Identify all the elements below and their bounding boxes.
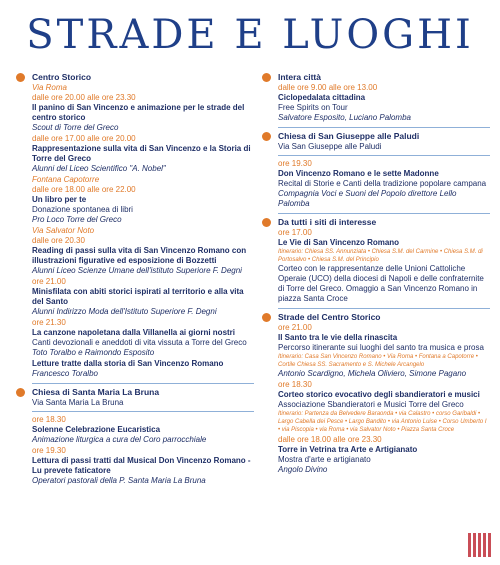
event-time: dalle ore 20.00 alle ore 23.30 [32, 93, 136, 102]
event-place: Via Salvator Noto [32, 226, 95, 235]
event-itinerary: Itinerario: Chiesa SS. Annunziata • Chiesa S.M. del Carmine • Chiesa S.M. di Portosalvo • Chiesa S.M. del Principio [278, 249, 483, 263]
section-title: Centro Storico [32, 72, 92, 82]
section-title: Strade del Centro Storico [278, 312, 381, 322]
event-time: ore 21.30 [32, 318, 66, 327]
event [32, 318, 254, 358]
event-time: ore 19.30 [278, 159, 312, 168]
event-organizer: Salvatore Esposito, Luciano Palomba [278, 113, 411, 122]
event-organizer: Francesco Toralbo [32, 369, 98, 378]
divider [278, 213, 490, 214]
event [32, 175, 254, 225]
event-organizer: Alunni del Liceo Scientifico "A. Nobel" [32, 164, 166, 173]
qr-code-icon [468, 533, 492, 557]
event-name: Lettura di passi tratti dal Musical Don Vincenzo Romano - Lu prevete faticatore [32, 456, 251, 475]
bullet-dot-icon [262, 218, 271, 227]
event-organizer: Alunni Liceo Scienze Umane dell'istituto Superiore F. Degni [32, 266, 242, 275]
event-organizer: Alunni Indirizzo Moda dell'Istituto Superiore F. Degni [32, 307, 217, 316]
event-description: Free Spirits on Tour [278, 103, 348, 112]
section-intera-citta [278, 72, 490, 123]
event-time: ore 17.00 [278, 228, 312, 237]
event [278, 380, 490, 434]
left-column [32, 72, 254, 490]
section-strade-centro-storico [278, 312, 490, 475]
event [278, 435, 490, 475]
event-organizer: Antonio Scardigno, Michela Oliviero, Simone Pagano [278, 369, 467, 378]
event [32, 446, 254, 486]
bullet-dot-icon [262, 132, 271, 141]
event-description: Canti devozionali e aneddoti di vita vissuta a Torre del Greco [32, 338, 247, 347]
event-name: La canzone napoletana dalla Villanella ai giorni nostri [32, 328, 236, 337]
bullet-dot-icon [16, 388, 25, 397]
event-time: ore 21.00 [32, 277, 66, 286]
divider [278, 308, 490, 309]
event-time: dalle ore 20.30 [32, 236, 85, 245]
event-time: ore 18.30 [278, 380, 312, 389]
event-name: Il Santo tra le vie della rinascita [278, 333, 398, 342]
event-description: Associazione Sbandieratori e Musici Torre del Greco [278, 400, 464, 409]
event [278, 159, 490, 209]
section-title: Chiesa di San Giuseppe alle Paludi [278, 131, 420, 141]
event-name: Le Vie di San Vincenzo Romano [278, 238, 400, 247]
event-place: Via Roma [32, 83, 67, 92]
divider [32, 411, 254, 412]
event-description: Corteo con le rappresentanze delle Unioni Cattoliche Operaie (UCO) della diocesi di Napoli e delle confraternite di Torre del Greco. Omaggio a San Vincenzo Romano in piazza Santa Croce [278, 264, 484, 303]
event-name: Corteo storico evocativo degli sbandieratori e musici [278, 390, 480, 399]
event-time: dalle ore 17.00 alle ore 20.00 [32, 134, 136, 143]
divider [278, 155, 490, 156]
page-title: STRADE E LUOGHI [26, 12, 474, 58]
right-column [278, 72, 490, 479]
event-description: Donazione spontanea di libri [32, 205, 133, 214]
event [32, 134, 254, 174]
event-description: Mostra d'arte e artigianato [278, 455, 371, 464]
event-time: ore 18.30 [32, 415, 66, 424]
event [32, 359, 254, 379]
event-time: ore 21.00 [278, 323, 312, 332]
event [32, 226, 254, 276]
event-place: Fontana Capotorre [32, 175, 100, 184]
section-title: Da tutti i siti di interesse [278, 217, 377, 227]
event-organizer: Animazione liturgica a cura del Coro parrocchiale [32, 435, 207, 444]
divider [278, 127, 490, 128]
event-time: ore 19.30 [32, 446, 66, 455]
section-san-giuseppe [278, 131, 490, 209]
event-name: Letture tratte dalla storia di San Vincenzo Romano [32, 359, 224, 368]
event-description: Recital di Storie e Canti della tradizione popolare campana [278, 179, 487, 188]
section-santa-maria-la-bruna [32, 387, 254, 486]
bullet-dot-icon [262, 313, 271, 322]
event-name: Reading di passi sulla vita di San Vincenzo Romano con illustrazioni figurative ed esposizione di Bozzetti [32, 246, 247, 265]
event-name: Torre in Vetrina tra Arte e Artigianato [278, 445, 418, 454]
event [32, 277, 254, 317]
event-organizer: Scout di Torre del Greco [32, 123, 119, 132]
event [278, 228, 490, 304]
event-name: Don Vincenzo Romano e le sette Madonne [278, 169, 439, 178]
section-siti-interesse [278, 217, 490, 304]
event-name: Minisfilata con abiti storici ispirati al territorio e alla vita del Santo [32, 287, 244, 306]
section-centro-storico [32, 72, 254, 379]
event [32, 83, 254, 133]
event-itinerary: Itinerario: Partenza da Belvedere Baraonda • via Calastro • corso Garibaldi • Largo Cabella dei Pesce • Largo Bandito • via Antonio Luise • Corso Umberto I • via Piscopia • via Roma • via Salvator Noto • Piazza Santa Croce [278, 411, 487, 433]
event-name: Il panino di San Vincenzo e animazione per le strade del centro storico [32, 103, 245, 122]
event-time: dalle ore 9.00 alle ore 13.00 [278, 83, 378, 92]
section-place: Via San Giuseppe alle Paludi [278, 142, 382, 151]
divider [32, 383, 254, 384]
event [32, 415, 254, 445]
event-name: Solenne Celebrazione Eucaristica [32, 425, 161, 434]
event-time: dalle ore 18.00 alle ore 23.30 [278, 435, 382, 444]
event-name: Ciclopedalata cittadina [278, 93, 366, 102]
event-organizer: Operatori pastorali della P. Santa Maria La Bruna [32, 476, 206, 485]
section-place: Via Santa Maria La Bruna [32, 398, 124, 407]
section-title: Chiesa di Santa Maria La Bruna [32, 387, 160, 397]
event-name: Un libro per te [32, 195, 87, 204]
section-title: Intera città [278, 72, 321, 82]
event-itinerary: Itinerario: Casa San Vincenzo Romano • Via Roma • Fontana a Capotorre • Cortile Chiesa SS. Sacramento e S. Michele Arcangelo [278, 354, 478, 368]
bullet-dot-icon [262, 73, 271, 82]
event [278, 83, 490, 123]
event-organizer: Compagnia Voci e Suoni del Popolo direttore Lello Palomba [278, 189, 457, 208]
event-description: Percorso itinerante sui luoghi del santo tra musica e prosa [278, 343, 484, 352]
event [278, 323, 490, 379]
event-organizer: Angolo Divino [278, 465, 328, 474]
bullet-dot-icon [16, 73, 25, 82]
event-organizer: Pro Loco Torre del Greco [32, 215, 122, 224]
event-name: Rappresentazione sulla vita di San Vincenzo e la Storia di Torre del Greco [32, 144, 251, 163]
event-time: dalle ore 18.00 alle ore 22.00 [32, 185, 136, 194]
event-organizer: Toto Toralbo e Raimondo Esposito [32, 348, 155, 357]
